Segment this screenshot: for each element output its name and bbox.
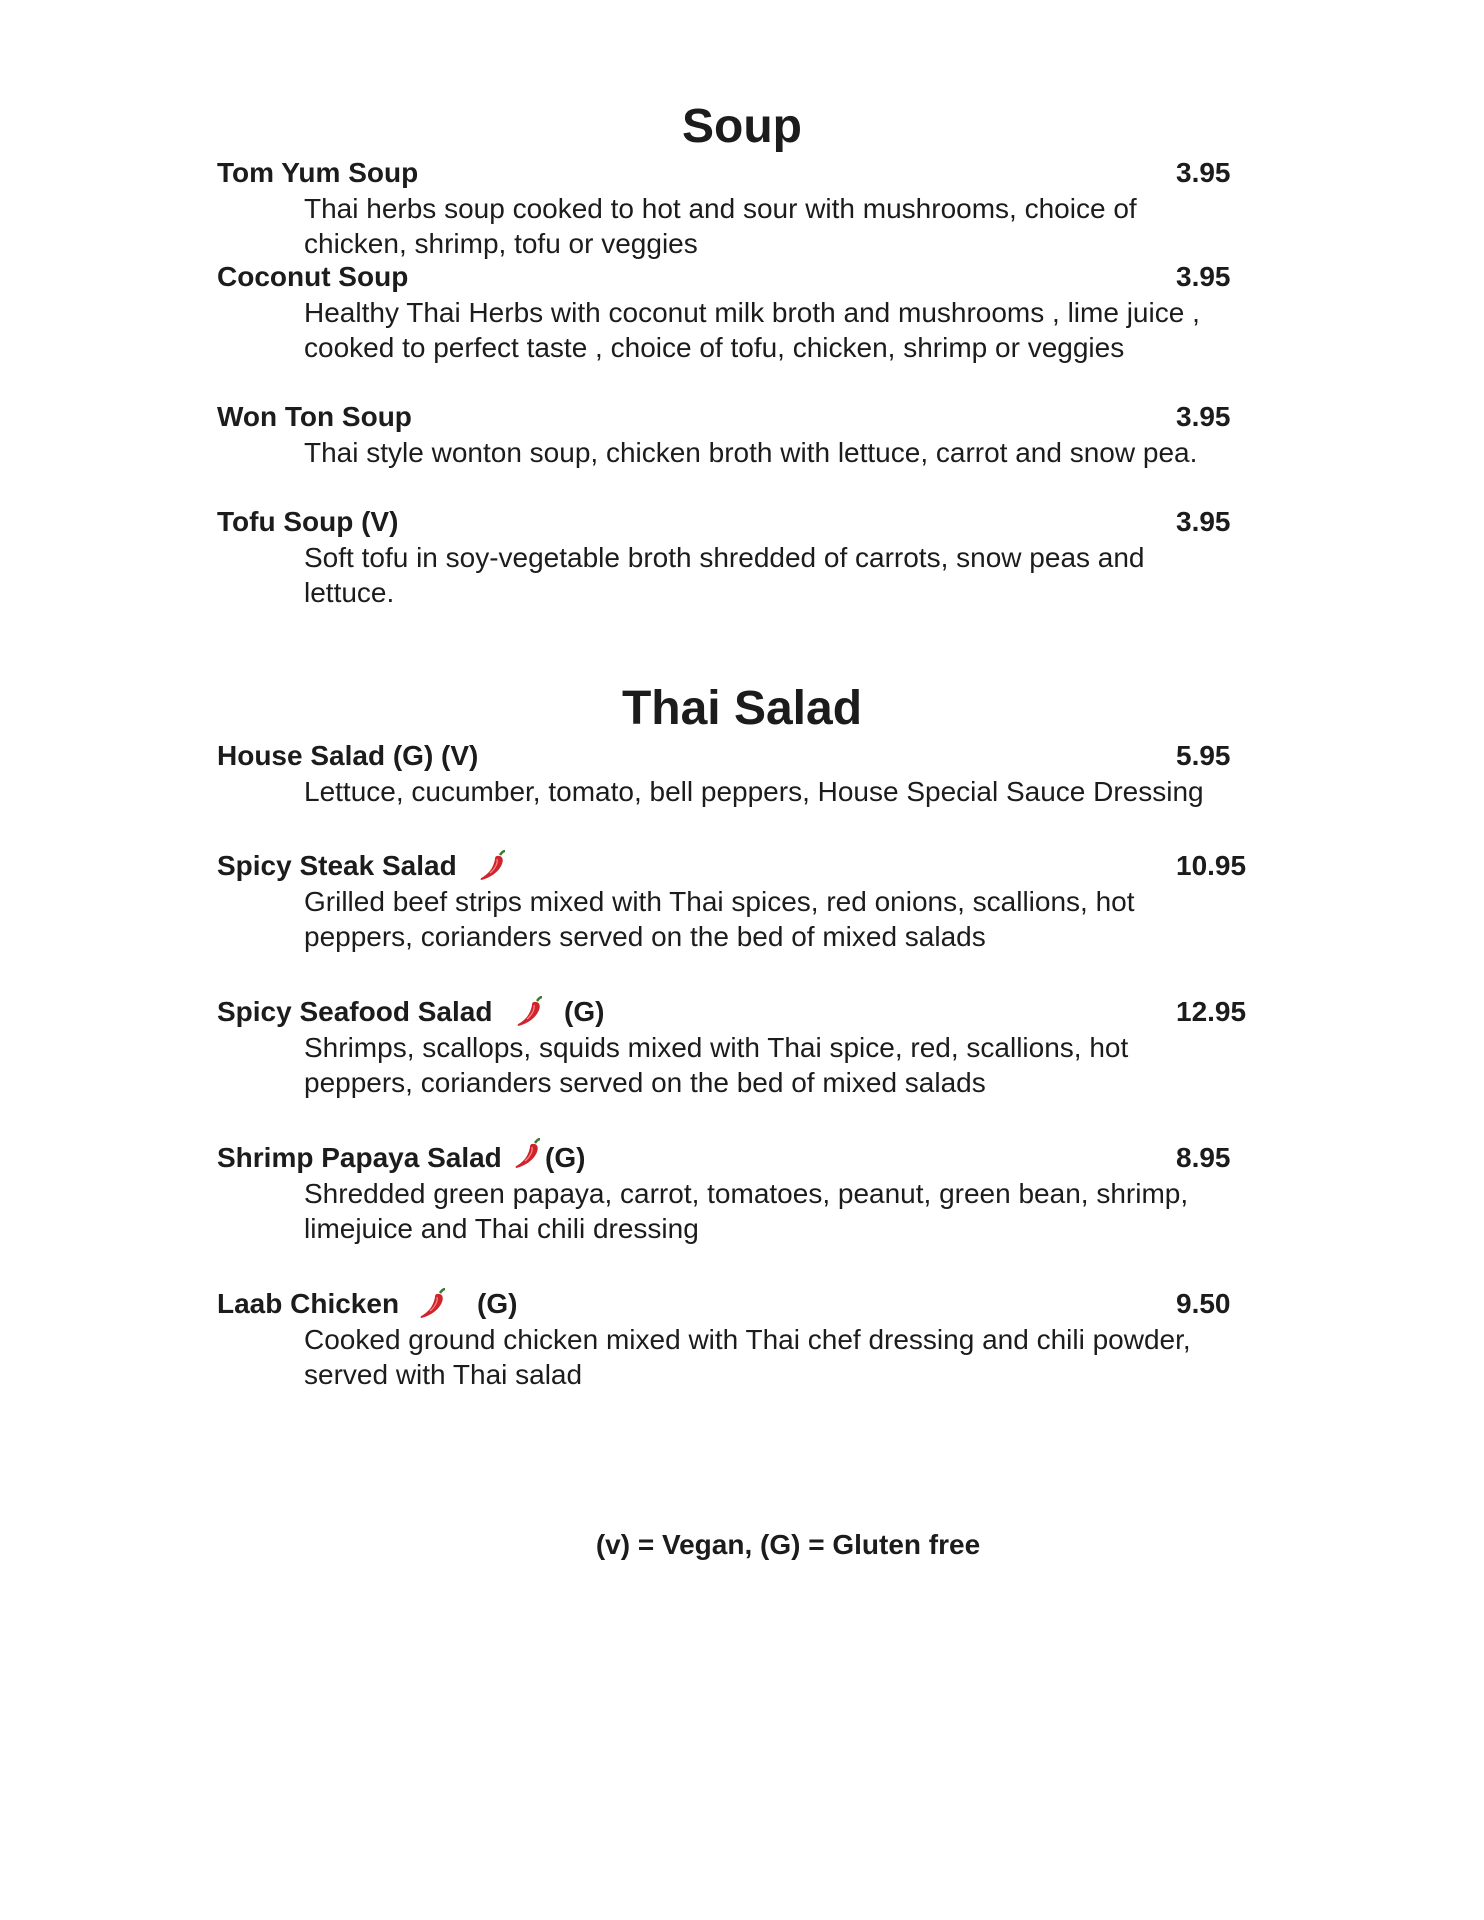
menu-item-spicy-seafood-salad: [217, 994, 1267, 1100]
item-price: 9.50: [1176, 1288, 1231, 1319]
item-description: Thai herbs soup cooked to hot and sour with mushrooms, choice of chicken, shrimp, tofu or veggies: [304, 193, 1137, 259]
gluten-free-tag: (G): [477, 1288, 518, 1319]
dietary-legend: (v) = Vegan, (G) = Gluten free: [595, 1529, 981, 1560]
chili-pepper-icon: [478, 850, 508, 882]
item-description: Lettuce, cucumber, tomato, bell peppers, House Special Sauce Dressing: [304, 776, 1204, 807]
item-name: Won Ton Soup: [217, 401, 412, 432]
item-price: 3.95: [1176, 506, 1231, 537]
item-name: Spicy Steak Salad: [217, 850, 457, 881]
gluten-free-tag: (G): [564, 996, 605, 1027]
item-name: House Salad (G) (V): [217, 740, 479, 771]
chili-pepper-icon: [513, 1138, 543, 1170]
menu-item-coconut-soup: [217, 259, 1267, 365]
item-price: 5.95: [1176, 740, 1231, 771]
menu-item-tom-yum-soup: [217, 155, 1267, 261]
item-name: Laab Chicken: [217, 1288, 400, 1319]
item-price: 3.95: [1176, 157, 1231, 188]
item-name: Tofu Soup (V): [217, 506, 399, 537]
menu-item-tofu-soup: [217, 504, 1267, 610]
item-price: 12.95: [1176, 996, 1247, 1027]
item-description: Cooked ground chicken mixed with Thai chef dressing and chili powder, served with Thai salad: [304, 1324, 1191, 1390]
menu-item-house-salad: [217, 738, 1267, 809]
item-name: Shrimp Papaya Salad: [217, 1142, 502, 1173]
item-description: Thai style wonton soup, chicken broth with lettuce, carrot and snow pea.: [304, 437, 1198, 468]
item-description: Healthy Thai Herbs with coconut milk broth and mushrooms , lime juice , cooked to perfect taste , choice of tofu, chicken, shrimp or veggies: [304, 297, 1200, 363]
item-description: Grilled beef strips mixed with Thai spices, red onions, scallions, hot peppers, corianders served on the bed of mixed salads: [304, 886, 1135, 952]
menu-item-spicy-steak-salad: [217, 848, 1267, 954]
item-price: 3.95: [1176, 401, 1231, 432]
menu-item-shrimp-papaya-salad: [217, 1140, 1267, 1246]
item-description: Shrimps, scallops, squids mixed with Thai spice, red, scallions, hot peppers, corianders served on the bed of mixed salads: [304, 1032, 1129, 1098]
menu-item-laab-chicken: [217, 1286, 1267, 1392]
chili-pepper-icon: [418, 1288, 448, 1320]
menu-item-won-ton-soup: [217, 399, 1267, 470]
item-price: 8.95: [1176, 1142, 1231, 1173]
item-name: Spicy Seafood Salad: [217, 996, 493, 1027]
gluten-free-tag: (G): [545, 1142, 586, 1173]
item-price: 10.95: [1176, 850, 1247, 881]
chili-pepper-icon: [515, 996, 545, 1028]
item-price: 3.95: [1176, 261, 1231, 292]
item-name: Coconut Soup: [217, 261, 409, 292]
item-description: Shredded green papaya, carrot, tomatoes, peanut, green bean, shrimp, limejuice and Thai chili dressing: [304, 1178, 1189, 1244]
section-title-thai-salad: Thai Salad: [621, 682, 863, 735]
item-description: Soft tofu in soy-vegetable broth shredded of carrots, snow peas and lettuce.: [304, 542, 1145, 608]
item-name: Tom Yum Soup: [217, 157, 419, 188]
section-title-soup: Soup: [682, 100, 802, 153]
